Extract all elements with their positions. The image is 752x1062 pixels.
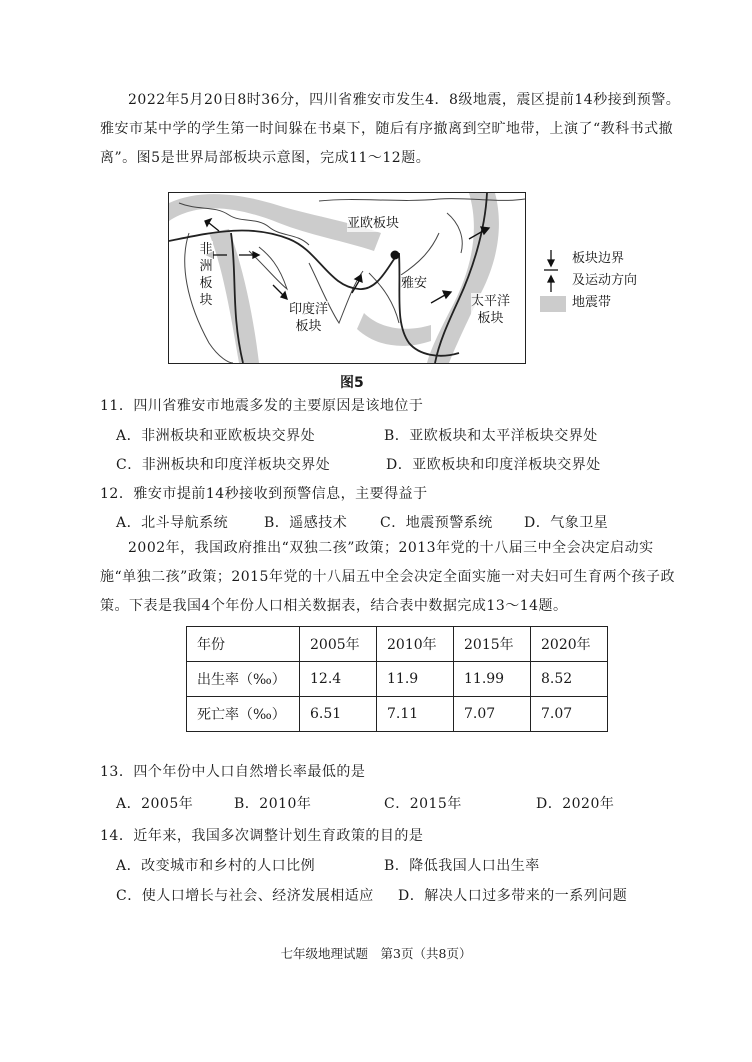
table-row <box>187 697 608 732</box>
label-yaan: 雅安 <box>401 276 428 291</box>
label-pacific-plate: 太平洋 板块 <box>471 294 511 326</box>
intro-paragraph: 2022年5月20日8时36分，四川省雅安市发生4．8级地震，震区提前14秒接到预警。雅安市某中学的学生第一时间躲在书桌下，随后有序撤离到空旷地带，上演了“教科书式撤离”。图5是世界局部板块示意图，完成11～12题。 <box>100 92 681 166</box>
question-12-stem: 12．雅安市提前14秒接收到预警信息，主要得益于 <box>100 486 428 502</box>
quake-belt-indonesia <box>357 313 431 346</box>
question-14-option-d[interactable]: D．解决人口过多带来的一系列问题 <box>398 888 628 904</box>
table-cell: 11.99 <box>454 662 531 697</box>
figure-caption: 图5 <box>340 375 364 391</box>
table-cell: 死亡率（‰） <box>187 697 300 732</box>
legend-boundary-symbol <box>540 248 562 296</box>
question-11-option-a[interactable]: A．非洲板块和亚欧板块交界处 <box>116 428 316 444</box>
label-eurasian-plate: 亚欧板块 <box>347 216 400 231</box>
question-12-option-a[interactable]: A．北斗导航系统 <box>116 515 229 531</box>
table-cell: 6.51 <box>300 697 377 732</box>
question-12-option-c[interactable]: C．地震预警系统 <box>380 515 493 531</box>
table-cell: 12.4 <box>300 662 377 697</box>
question-14-stem: 14．近年来，我国多次调整计划生育政策的目的是 <box>100 828 424 844</box>
table-cell: 2015年 <box>454 627 531 662</box>
population-table <box>186 626 608 732</box>
table-cell: 出生率（‰） <box>187 662 300 697</box>
yaan-marker <box>391 251 400 260</box>
legend-quake-label: 地震带 <box>572 295 612 310</box>
question-14-option-b[interactable]: B．降低我国人口出生率 <box>384 858 540 874</box>
question-14-option-c[interactable]: C．使人口增长与社会、经济发展相适应 <box>116 888 374 904</box>
policy-paragraph: 2002年，我国政府推出“双独二孩”政策；2013年党的十八届三中全会决定启动实施“单独二孩”政策；2015年党的十八届五中全会决定全面实施一对夫妇可生育两个孩子政策。下表是我国4个年份人口相关数据表，结合表中数据完成13～14题。 <box>100 540 675 614</box>
question-14-option-a[interactable]: A．改变城市和乡村的人口比例 <box>116 858 316 874</box>
table-cell: 7.07 <box>531 697 608 732</box>
question-13-option-c[interactable]: C．2015年 <box>384 796 462 812</box>
legend-boundary-label: 板块边界 及运动方向 <box>572 251 638 288</box>
quake-belt-pacific <box>427 193 499 363</box>
table-cell: 7.11 <box>377 697 454 732</box>
question-12-option-d[interactable]: D．气象卫星 <box>524 515 609 531</box>
page-footer: 七年级地理试题 第3页（共8页） <box>280 946 472 961</box>
table-cell: 2020年 <box>531 627 608 662</box>
question-11-stem: 11．四川省雅安市地震多发的主要原因是该地位于 <box>100 398 424 414</box>
question-11-option-c[interactable]: C．非洲板块和印度洋板块交界处 <box>116 457 331 473</box>
question-12-option-b[interactable]: B．遥感技术 <box>264 515 348 531</box>
table-row <box>187 662 608 697</box>
question-13-option-d[interactable]: D．2020年 <box>536 796 615 812</box>
table-cell: 2010年 <box>377 627 454 662</box>
table-cell: 7.07 <box>454 697 531 732</box>
table-cell: 11.9 <box>377 662 454 697</box>
question-13-option-b[interactable]: B．2010年 <box>234 796 312 812</box>
label-indian-plate: 印度洋 板块 <box>289 302 329 334</box>
table-cell: 8.52 <box>531 662 608 697</box>
question-11-option-b[interactable]: B．亚欧板块和太平洋板块交界处 <box>384 428 598 444</box>
table-row <box>187 627 608 662</box>
question-13-stem: 13．四个年份中人口自然增长率最低的是 <box>100 764 366 780</box>
legend-quake-swatch <box>540 296 566 312</box>
plate-map <box>168 192 526 364</box>
table-cell: 年份 <box>187 627 300 662</box>
label-african-plate: 非 洲 板 块 <box>199 242 213 308</box>
table-cell: 2005年 <box>300 627 377 662</box>
question-11-option-d[interactable]: D．亚欧板块和印度洋板块交界处 <box>386 457 601 473</box>
question-13-option-a[interactable]: A．2005年 <box>116 796 194 812</box>
